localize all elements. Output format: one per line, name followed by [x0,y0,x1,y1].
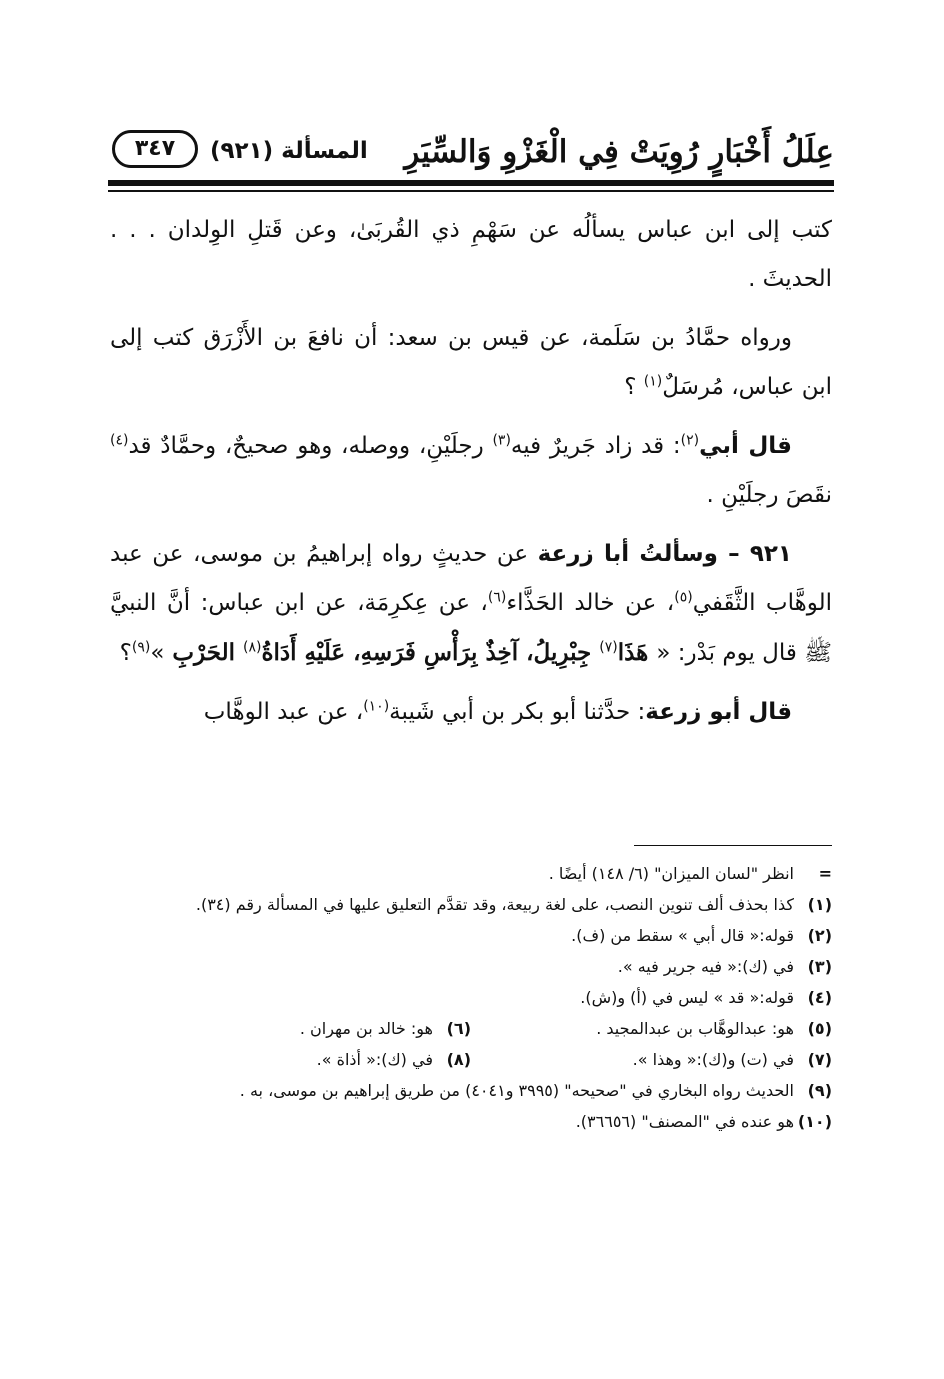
p4-text-a: عن حديثٍ رواه إبراهيمُ بن موسى، عن عبد الوهَّاب الثَّقَفي [110,541,832,616]
p5-label: قال أبو زرعة [645,699,792,725]
p2-text: ورواه حمَّادُ بن سَلَمة، عن قيس بن سعد: أن نافعَ بن الأَزْرَق كتب إلى ابن عباس، مُرسَلٌ [110,325,832,400]
header-rule-thin [108,190,834,192]
page-number: ٣٤٧ [112,130,198,168]
footnote-8-number: (٨) [446,1050,471,1069]
hadith-quote-2: جِبْرِيلُ، آخِذٌ بِرَأْسِ فَرَسِهِ، عَلَيْهِ أَدَاةُ [261,639,600,666]
footnote-cont-text: انظر "لسان الميزان" (٦/ ١٤٨) أيضًا . [548,864,794,883]
footnote-2-number: (٢) [807,926,832,945]
footnote-10-text: هو عنده في "المصنف" (٣٦٦٥٦). [575,1112,794,1131]
footnote-3-text: في (ك):« فيه جرير فيه ». [617,957,794,976]
footnote-6-text: هو: خالد بن مهران . [299,1019,433,1038]
hadith-quote-1: هَذَا [617,639,657,666]
footnote-4 [110,982,832,1013]
footnote-7-number: (٧) [807,1050,832,1069]
footnote-ref-4: (٤) [110,432,129,449]
main-text [110,206,832,747]
footnote-9-text: الحديث رواه البخاري في "صحيحه" (٣٩٩٥ و٤٠٤١) من طريق إبراهيم بن موسى، به . [239,1081,794,1100]
paragraph-3 [110,422,832,520]
p5-text-a: : حدَّثنا أبو بكر بن أبي شَيبة [389,699,646,725]
p3-label: قال أبي [699,433,792,459]
footnote-9-number: (٩) [807,1081,832,1100]
footnote-separator [634,845,832,846]
quote-close: » [150,640,165,666]
paragraph-1 [110,206,832,304]
footnote-10 [110,1106,832,1137]
p2-end: ؟ [624,374,644,400]
paragraph-2 [110,314,832,412]
p3-text-c: نقَصَ رجلَيْنِ . [706,482,832,508]
book-title: عِلَلُ أَخْبَارٍ رُوِيَتْ فِي الْغَزْوِ وَالسِّيَرِ [404,134,834,170]
footnotes [110,858,832,1137]
footnote-8 [110,1044,471,1075]
paragraph-1-text: كتب إلى ابن عباس يسألُه عن سَهْمِ ذي القُربَىٰ، وعن قَتلِ الوِلدان . . . الحديثَ . [110,217,832,292]
footnote-continued [110,858,832,889]
footnote-ref-1: (١) [643,373,663,390]
issue-number: المسألة (٩٢١) [210,138,368,164]
header-rule-thick [108,180,834,186]
footnote-3 [110,951,832,982]
footnote-1-number: (١) [807,895,832,914]
footnote-8-text: في (ك):« أذاة ». [316,1050,433,1069]
footnote-4-text: قوله:« قد » ليس في (أ) و(ش). [580,988,794,1007]
p4-heading: ٩٢١ – وسألتُ أبا زرعة [537,541,792,567]
footnote-10-number: (١٠) [797,1112,832,1131]
footnote-ref-7: (٧) [599,639,618,656]
footnote-5 [471,1013,832,1044]
footnote-2-text: قوله:« قال أبي » سقط من (ف). [571,926,794,945]
footnote-ref-6: (٦) [487,589,507,606]
footnote-1-text: كذا بحذف ألف تنوين النصب، على لغة ربيعة، وقد تقدَّم التعليق عليها في المسألة رقم (٣٤). [195,895,794,914]
paragraph-5 [110,688,832,737]
footnote-6 [110,1013,471,1044]
footnote-ref-3: (٣) [492,432,511,449]
footnote-ref-8: (٨) [243,639,262,656]
p3-text-a: : قد زاد جَريرٌ فيه [510,433,681,459]
p4-text-b: ، عن خالد الحَذَّاء [506,590,675,616]
footnote-4-number: (٤) [807,988,832,1007]
footnote-5-text: هو: عبدالوهَّاب بن عبدالمجيد . [596,1019,794,1038]
footnote-3-number: (٣) [807,957,832,976]
running-header [108,118,834,186]
footnote-5-number: (٥) [807,1019,832,1038]
paragraph-4 [110,530,832,678]
footnote-ref-10: (١٠) [363,698,390,715]
p5-text-b: ، عن عبد الوهَّاب [203,699,364,725]
footnote-ref-5: (٥) [674,589,693,606]
footnote-2 [110,920,832,951]
footnote-ref-9: (٩) [131,639,151,656]
footnote-row-5-6 [110,1013,832,1044]
hadith-quote-3: الحَرْبِ [164,639,243,666]
footnote-6-number: (٦) [446,1019,471,1038]
footnote-7-text: في (ت) و(ك):« وهذا ». [632,1050,794,1069]
footnote-ref-2: (٢) [680,432,700,449]
footnote-1 [110,889,832,920]
footnote-7 [471,1044,832,1075]
p3-text-b: رجلَيْنِ، ووصله، وهو صحيحٌ، وحمَّادٌ قد [128,433,493,459]
footnote-row-7-8 [110,1044,832,1075]
p4-text-c: ، عن عِكرِمَة، عن ابن عباس: أنَّ النبيَّ ﷺ قال يوم بَدْر: « [110,590,832,666]
footnote-cont-mark: = [818,864,832,883]
p4-end: ؟ [119,640,132,666]
footnote-9 [110,1075,832,1106]
